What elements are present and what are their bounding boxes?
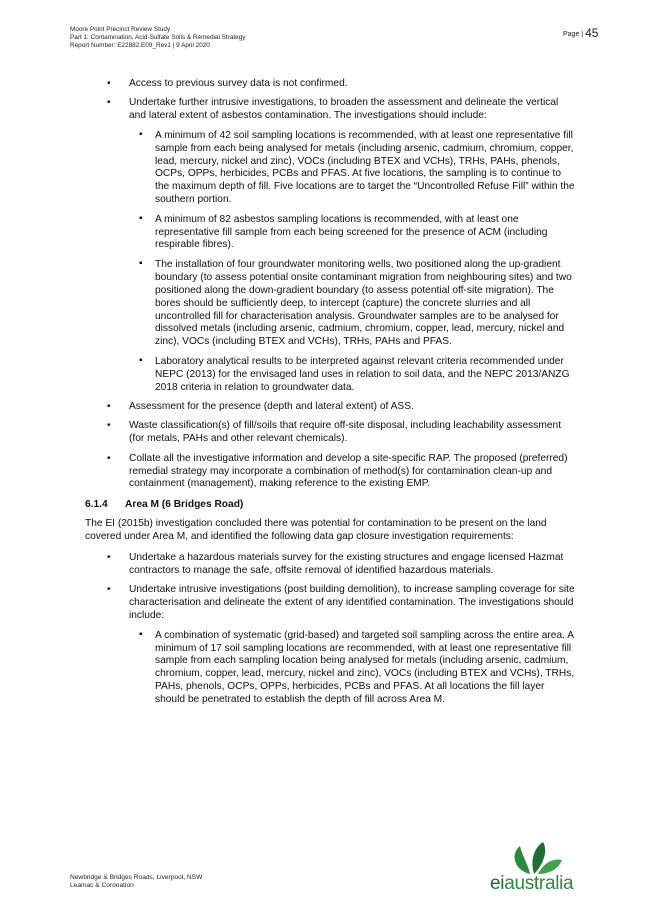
header-part-title: Part 1: Contamination, Acid-Sulfate Soils & Remedial Strategy xyxy=(70,34,246,41)
bullet-item: • Undertake a hazardous materials survey for the existing structures and engage licensed Hazmat contractors to manage the safe, offsite removal of identified hazardous materials. xyxy=(107,552,577,578)
section-heading xyxy=(85,499,577,512)
page-number xyxy=(563,26,598,40)
leaf-icon xyxy=(490,840,600,876)
section-title: Area M (6 Bridges Road) xyxy=(125,499,244,511)
logo-suffix: australia xyxy=(504,873,574,894)
page-footer xyxy=(70,874,202,890)
footer-client: Leamac & Coronation xyxy=(70,882,134,889)
eiaustralia-logo xyxy=(490,840,600,896)
header-report-title: Moore Point Precinct Review Study xyxy=(70,26,171,33)
header-report-number: Report Number: E22882.E09_Rev1 | 9 April 2020 xyxy=(70,42,210,49)
bullet-item: • Undertake further intrusive investigations, to broaden the assessment and delineate the vertical and lateral extent of asbestos contamination. The investigations should include: xyxy=(107,97,577,123)
bullet-item: • Access to previous survey data is not confirmed. xyxy=(107,78,577,91)
bullet-item: • Assessment for the presence (depth and lateral extent) of ASS. xyxy=(107,401,577,414)
page-number-value: 45 xyxy=(585,26,599,40)
document-body xyxy=(85,78,577,714)
sub-bullet-item: ▪ A combination of systematic (grid-based) and targeted soil sampling across the entire area. A minimum of 17 soil sampling locations are recommended, with at least one representative fill sample from each sampling location being analysed for metals (including arsenic, cadmium, chromium, copper, lead, mercury, nickel and zinc), VOCs (including BTEX and VCHs), TRHs, PAHs, phenols, OCPs, OPPs, herbicides, PCBs and PFAS. At all locations the fill layer should be penetrated to establish the depth of fill across Area M. xyxy=(107,630,577,707)
section-intro-paragraph: The EI (2015b) investigation concluded there was potential for contamination to be present on the land covered under Area M, and identified the following data gap closure investigation requirements: xyxy=(85,518,547,543)
bullet-item: • Waste classification(s) of fill/soils that require off-site disposal, including leachability assessment (for metals, PAHs and other relevant chemicals). xyxy=(107,420,577,446)
sub-bullet-item: ▪ Laboratory analytical results to be interpreted against relevant criteria recommended under NEPC (2013) for the envisaged land uses in relation to soil data, and the NEPC 2013/ANZG 2018 criteria in relation to groundwater data. xyxy=(107,356,577,395)
logo-wordmark xyxy=(490,873,573,895)
sub-bullet-item: ▪ A minimum of 42 soil sampling locations is recommended, with at least one representative fill sample from each being analysed for metals (including arsenic, cadmium, chromium, copper, lead, mercury, nickel and zinc), VOCs (including BTEX and VCHs), TRHs, PAHs, phenols, OCPs, OPPs, herbicides, PCBs and PFAS. At five locations, the sampling is to continue to the maximum depth of fill. Five locations are to target the “Uncontrolled Refuse Fill” within the southern portion. xyxy=(107,130,577,207)
sub-bullet-item: ▪ The installation of four groundwater monitoring wells, two positioned along the up-gradient boundary (to assess potential onsite contaminant migration from neighbouring sites) and two positioned along the down-gradient boundary (to assess potential off-site migration). The bores should be sufficiently deep, to intercept (capture) the concrete slurries and all uncontrolled fill for characterisation analysis. Groundwater samples are to be analysed for dissolved metals (including arsenic, cadmium, chromium, copper, lead, mercury, nickel and zinc), VOCs (including BTEX and VCHs), TRHs, PAHs and PFAS. xyxy=(107,259,577,349)
sub-bullet-item: ▪ A minimum of 82 asbestos sampling locations is recommended, with at least one representative fill sample from each being screened for the presence of ACM (including respirable fibres). xyxy=(107,214,577,253)
section-number: 6.1.4 xyxy=(85,499,108,511)
bullet-item: • Collate all the investigative information and develop a site-specific RAP. The proposed (preferred) remedial strategy may incorporate a combination of method(s) for contamination clean-up and containment (management), making reference to the existing EMP. xyxy=(107,453,577,492)
page-header xyxy=(70,26,245,50)
logo-prefix: ei xyxy=(490,873,505,894)
bullet-item: • Undertake intrusive investigations (post building demolition), to increase sampling coverage for site characterisation and delineate the extent of any identified contamination. The investigations should include: xyxy=(107,584,577,623)
footer-address: Newbridge & Bridges Roads, Liverpool, NSW xyxy=(70,874,203,881)
page-label: Page | xyxy=(563,31,584,38)
